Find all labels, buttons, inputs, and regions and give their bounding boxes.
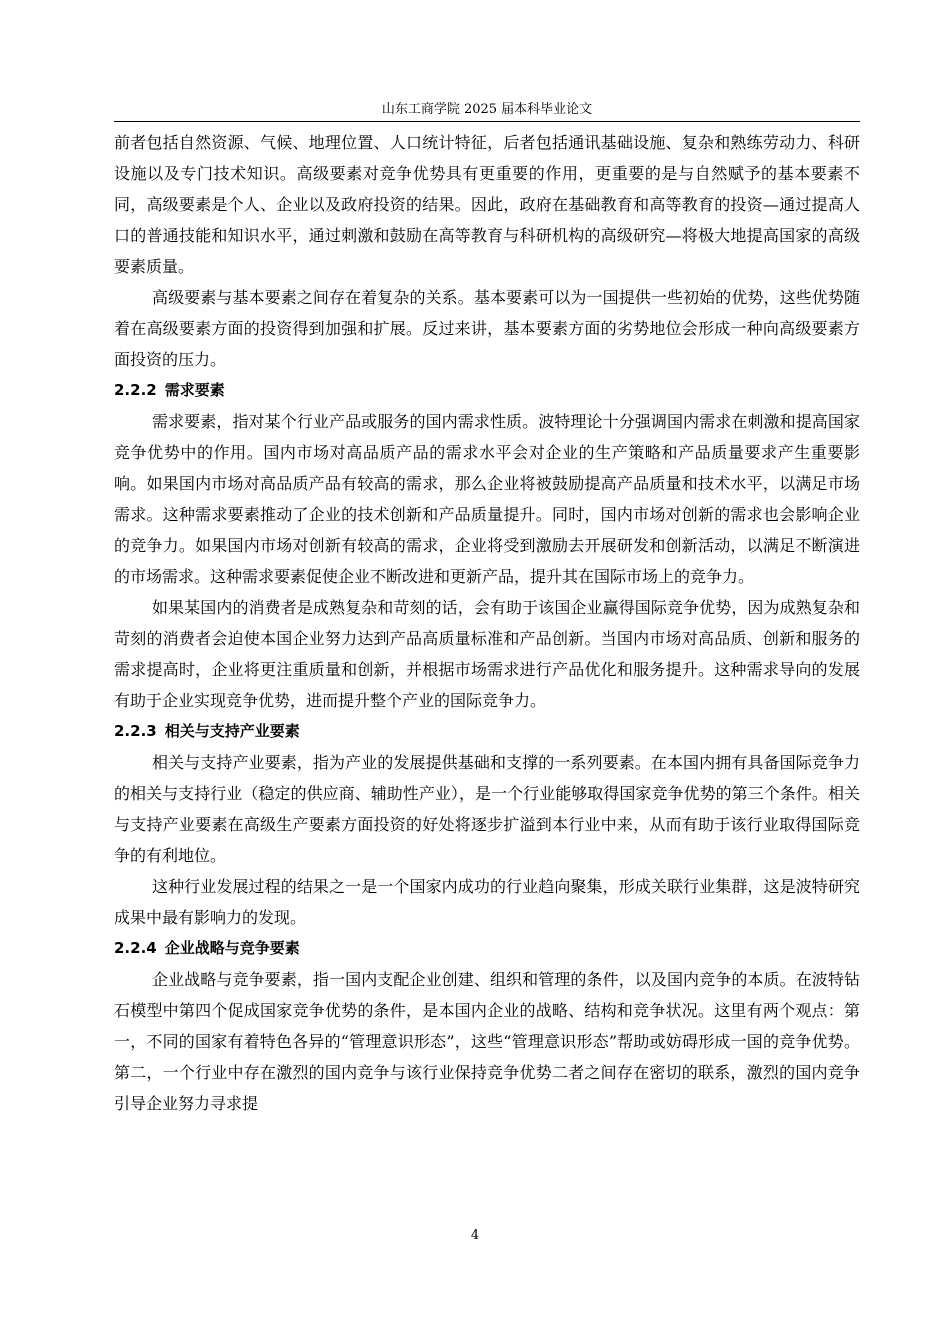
section-number: 2.2.3: [114, 722, 157, 740]
section-heading: [114, 375, 860, 406]
body-paragraph: 如果某国内的消费者是成熟复杂和苛刻的话，会有助于该国企业赢得国际竞争优势，因为成熟复杂和苛刻的消费者会迫使本国企业努力达到产品高质量标准和产品创新。当国内市场对高品质、创新和服务的需求提高时，企业将更注重质量和创新，并根据市场需求进行产品优化和服务提升。这种需求导向的发展有助于企业实现竞争优势，进而提升整个产业的国际竞争力。: [114, 598, 860, 710]
section-title: 企业战略与竞争要素: [164, 939, 300, 957]
section-title: 相关与支持产业要素: [164, 722, 300, 740]
body-paragraph: 相关与支持产业要素，指为产业的发展提供基础和支撑的一系列要素。在本国内拥有具备国际竞争力的相关与支持行业（稳定的供应商、辅助性产业），是一个行业能够取得国家竞争优势的第三个条件。相关与支持产业要素在高级生产要素方面投资的好处将逐步扩溢到本行业中来，从而有助于该行业取得国际竞争的有利地位。: [114, 753, 860, 865]
section-title: 需求要素: [164, 381, 225, 399]
section-heading: [114, 716, 860, 747]
section-number: 2.2.4: [114, 939, 157, 957]
section-heading: [114, 933, 860, 964]
running-header: 山东工商学院 2025 届本科毕业论文: [381, 102, 593, 117]
page-number: 4: [470, 1228, 480, 1243]
body-paragraph: 需求要素，指对某个行业产品或服务的国内需求性质。波特理论十分强调国内需求在刺激和提高国家竞争优势中的作用。国内市场对高品质产品的需求水平会对企业的生产策略和产品质量要求产生重要影响。如果国内市场对高品质产品有较高的需求，那么企业将被鼓励提高产品质量和技术水平，以满足市场需求。这种需求要素推动了企业的技术创新和产品质量提升。同时，国内市场对创新的需求也会影响企业的竞争力。如果国内市场对创新有较高的需求，企业将受到激励去开展研发和创新活动，以满足不断演进的市场需求。这种需求要素促使企业不断改进和更新产品，提升其在国际市场上的竞争力。: [114, 412, 860, 586]
body-paragraph: 这种行业发展过程的结果之一是一个国家内成功的行业趋向聚集，形成关联行业集群，这是波特研究成果中最有影响力的发现。: [114, 877, 860, 927]
body-paragraph: 高级要素与基本要素之间存在着复杂的关系。基本要素可以为一国提供一些初始的优势，这些优势随着在高级要素方面的投资得到加强和扩展。反过来讲，基本要素方面的劣势地位会形成一种向高级要素方面投资的压力。: [114, 288, 860, 369]
section-number: 2.2.2: [114, 381, 157, 399]
body-paragraph: 企业战略与竞争要素，指一国内支配企业创建、组织和管理的条件，以及国内竞争的本质。在波特钻石模型中第四个促成国家竞争优势的条件，是本国内企业的战略、结构和竞争状况。这里有两个观点：第一，不同的国家有着特色各异的“管理意识形态”，这些“管理意识形态”帮助或妨碍形成一国的竞争优势。第二，一个行业中存在激烈的国内竞争与该行业保持竞争优势二者之间存在密切的联系，激烈的国内竞争引导企业努力寻求提: [114, 970, 860, 1113]
header-rule: [114, 121, 860, 122]
page-body: [114, 127, 860, 1119]
body-paragraph: 前者包括自然资源、气候、地理位置、人口统计特征，后者包括通讯基础设施、复杂和熟练劳动力、科研设施以及专门技术知识。高级要素对竞争优势具有更重要的作用，更重要的是与自然赋予的基本要素不同，高级要素是个人、企业以及政府投资的结果。因此，政府在基础教育和高等教育的投资—通过提高人口的普通技能和知识水平，通过刺激和鼓励在高等教育与科研机构的高级研究—将极大地提高国家的高级要素质量。: [114, 133, 860, 276]
